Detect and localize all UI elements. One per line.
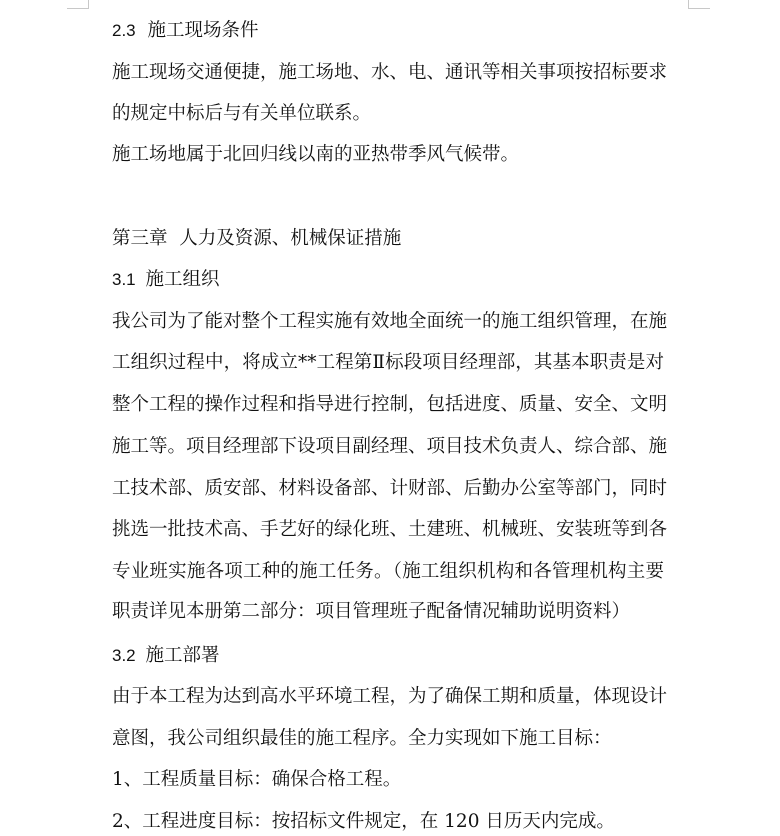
paragraph-line: 施工等。项目经理部下设项目副经理、项目技术负责人、综合部、施 [112, 436, 668, 457]
paragraph-line: 施工场地属于北回归线以南的亚热带季风气候带。 [112, 144, 520, 165]
section-number: 3.1 [112, 270, 136, 289]
paragraph-line: 专业班实施各项工种的施工任务。（施工组织机构和各管理机构主要 [112, 561, 664, 582]
section-title: 施工部署 [145, 645, 220, 666]
section-number: 2.3 [112, 21, 136, 40]
page-corner-mark-right [666, 0, 689, 8]
section-heading-3-1 [112, 268, 220, 292]
section-title: 施工组织 [145, 269, 220, 290]
paragraph-line: 意图，我公司组织最佳的施工程序。全力实现如下施工目标： [112, 728, 612, 749]
section-heading-2-3 [112, 19, 259, 43]
paragraph-line: 整个工程的操作过程和指导进行控制，包括进度、质量、安全、文明 [112, 394, 668, 415]
paragraph-line: 的规定中标后与有关单位联系。 [112, 103, 372, 124]
paragraph-line: 施工现场交通便捷，施工场地、水、电、通讯等相关事项按招标要求 [112, 62, 668, 83]
section-title: 施工现场条件 [147, 20, 259, 41]
paragraph-line: 我公司为了能对整个工程实施有效地全面统一的施工组织管理，在施 [112, 311, 668, 332]
paragraph-line: 工组织过程中，将成立**工程第Ⅱ标段项目经理部，其基本职责是对 [112, 352, 664, 373]
chapter-heading: 第三章 人力及资源、机械保证措施 [112, 228, 402, 249]
list-item: 1、工程质量目标：确保合格工程。 [112, 769, 402, 790]
paragraph-line: 工技术部、质安部、材料设备部、计财部、后勤办公室等部门，同时 [112, 478, 668, 499]
list-item: 2、工程进度目标：按招标文件规定，在 120 日历天内完成。 [112, 811, 615, 832]
section-number: 3.2 [112, 646, 136, 665]
paragraph-line: 由于本工程为达到高水平环境工程，为了确保工期和质量，体现设计 [112, 686, 668, 707]
page-corner-mark-left [88, 0, 111, 8]
paragraph-line: 职责详见本册第二部分：项目管理班子配备情况辅助说明资料） [112, 601, 631, 622]
section-heading-3-2 [112, 644, 220, 668]
paragraph-line: 挑选一批技术高、手艺好的绿化班、土建班、机械班、安装班等到各 [112, 519, 668, 540]
